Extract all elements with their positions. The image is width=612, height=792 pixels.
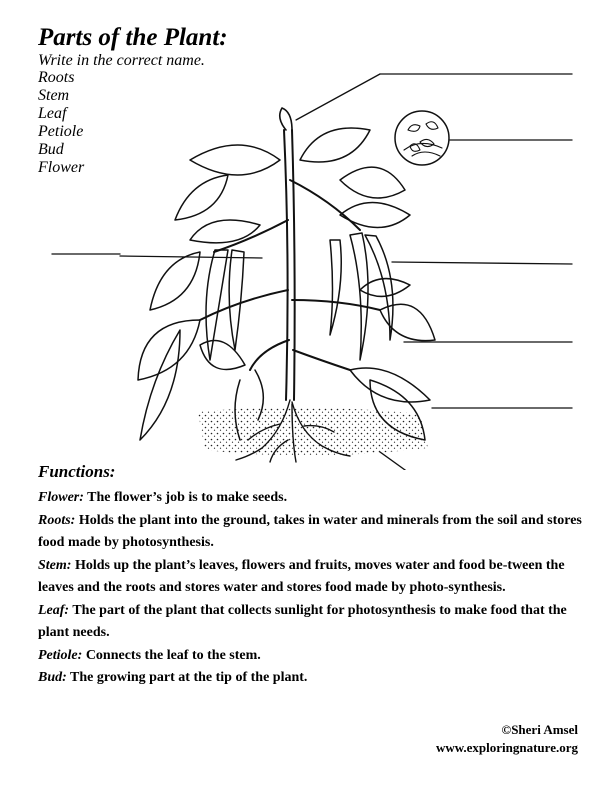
function-term: Bud:: [38, 670, 67, 685]
instruction-text: Write in the correct name.: [38, 52, 205, 69]
credit-block: [436, 721, 578, 757]
function-description: Holds the plant into the ground, takes in water and minerals from the soil and stores food made by photosynthesis.: [38, 512, 582, 550]
function-term: Petiole:: [38, 647, 83, 663]
word-bank-item: Leaf: [38, 105, 67, 122]
function-term: Flower:: [38, 490, 84, 505]
function-description: Holds up the plant’s leaves, flowers and fruits, moves water and food be-tween the leaves and the roots and stores water and stores food made by photo-synthesis.: [38, 557, 565, 595]
word-bank-item: Roots: [38, 69, 75, 86]
pod-illustration: [206, 233, 393, 360]
function-item: [38, 600, 583, 645]
word-bank-item: Bud: [38, 141, 64, 158]
functions-list: [38, 487, 583, 690]
function-description: The part of the plant that collects sunlight for photosynthesis to make food that the plant needs.: [38, 602, 567, 640]
worksheet-title: Parts of the Plant:: [38, 24, 228, 51]
function-description: Connects the leaf to the stem.: [82, 647, 261, 663]
functions-heading: Functions:: [38, 462, 116, 481]
bud-illustration: [280, 108, 292, 130]
function-item: [38, 667, 583, 690]
function-item: [38, 510, 583, 555]
function-description: The growing part at the tip of the plant.: [66, 670, 308, 685]
copyright-text: ©Sheri Amsel: [501, 722, 578, 737]
word-bank-item: Flower: [38, 159, 85, 176]
stem-illustration: [200, 130, 380, 400]
word-bank-item: Stem: [38, 87, 70, 104]
website-text: www.exploringnature.org: [435, 740, 578, 755]
function-item: [38, 645, 583, 668]
soil-illustration: [198, 407, 428, 455]
function-item: [38, 555, 583, 600]
function-description: The flower’s job is to make seeds.: [83, 490, 288, 505]
word-bank-item: Petiole: [38, 123, 84, 140]
function-item: [38, 487, 583, 510]
function-term: Stem:: [38, 557, 72, 573]
flower-inset-illustration: [395, 111, 449, 165]
function-term: Leaf:: [38, 602, 70, 618]
function-term: Roots:: [38, 512, 76, 528]
